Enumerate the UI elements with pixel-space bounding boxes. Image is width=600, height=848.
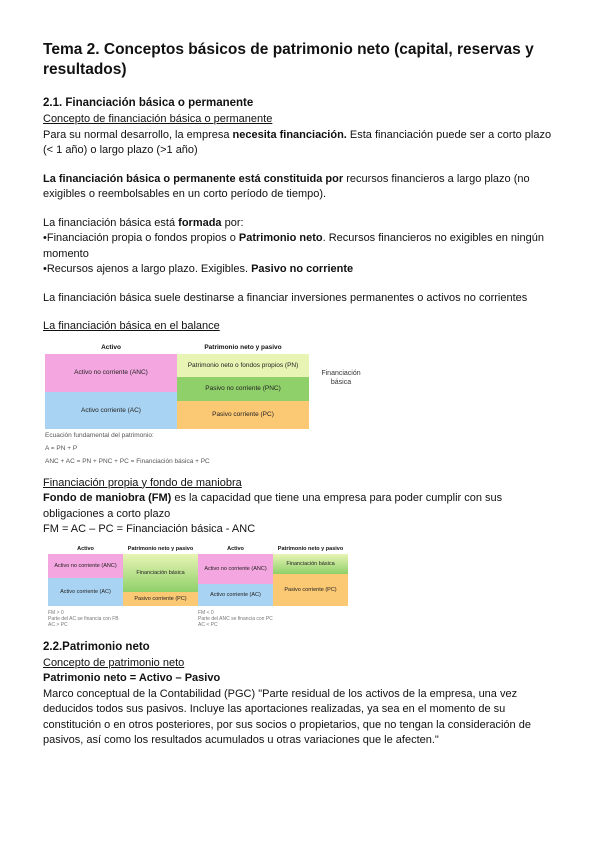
equation-title: Ecuación fundamental del patrimonio: [45, 431, 154, 439]
mini1-note-1: FM > 0 [48, 609, 64, 616]
mini1-note-2: Parte del AC se financia con FB [48, 615, 119, 622]
mini2-cell-ac: Activo corriente (AC) [198, 584, 273, 606]
mini1-header-activo: Activo [77, 545, 94, 552]
equation-fm: FM = AC – PC = Financiación básica - ANC [43, 523, 256, 535]
bullet-own-funds: •Financiación propia o fondos propios o Patrimonio neto. Recursos financieros no exigibles en ningún momento [43, 232, 544, 260]
paragraph-destination: La financiación básica suele destinarse a financiar inversiones permanentes o activos no corrientes [43, 291, 528, 304]
mini1-header-pn: Patrimonio neto y pasivo [127, 545, 194, 552]
subheading-fondo-maniobra: Financiación propia y fondo de maniobra [43, 476, 242, 489]
paragraph-basic-financing: La financiación básica o permanente está constituida por recursos financieros a largo plazo (no exigibles o reembolsables en un corto período de tiempo). [43, 172, 530, 200]
balance-cell-anc: Activo no corriente (ANC) [45, 354, 177, 392]
subheading-balance: La financiación básica en el balance [43, 320, 220, 332]
paragraph-fondo-maniobra: Fondo de maniobra (FM) es la capacidad que tiene una empresa para poder cumplir con sus obligaciones a corto plazo [43, 492, 503, 520]
subheading-concept-financing: Concepto de financiación básica o permanente [43, 113, 273, 125]
mini1-cell-anc: Activo no corriente (ANC) [48, 554, 123, 578]
paragraph-financing-need: Para su normal desarrollo, la empresa necesita financiación. Esta financiación puede ser a corto plazo (< 1 año) o largo plazo (>1 año) [43, 128, 552, 156]
balance-diagram [45, 341, 361, 429]
mini2-note-1: FM < 0 [198, 609, 214, 616]
mini2-note-3: AC < PC [198, 621, 218, 628]
equation-1: A = PN + P [45, 444, 78, 452]
mini1-cell-ac: Activo corriente (AC) [48, 578, 123, 606]
balance-header-activo: Activo [101, 343, 121, 351]
fm-diagram-positive [48, 544, 198, 628]
balance-cell-pn: Patrimonio neto o fondos propios (PN) [177, 354, 309, 377]
mini2-cell-anc: Activo no corriente (ANC) [198, 554, 273, 584]
balance-side-label: Financiación básica [321, 369, 361, 386]
bullet-external-funds: •Recursos ajenos a largo plazo. Exigibles. Pasivo no corriente [43, 263, 354, 275]
section-heading-2-2: 2.2.Patrimonio neto [43, 640, 150, 653]
balance-cell-pc: Pasivo corriente (PC) [177, 401, 309, 429]
paragraph-pgc-quote: Marco conceptual de la Contabilidad (PGC) "Parte residual de los activos de la empresa, una vez deducidos todos sus pasivos. Incluye las aportaciones realizadas, ya sea en el momento de su constitución o en otros posteriores, por sus socios o propietarios, que no tengan la consideración de pasivos, así como los resultados acumulados u otras variaciones que le afecten." [43, 687, 531, 746]
section-heading-2-1: 2.1. Financiación básica o permanente [43, 97, 254, 109]
document-title: Tema 2. Conceptos básicos de patrimonio neto (capital, reservas y resultados) [43, 41, 534, 78]
mini2-note-2: Parte del ANC se financia con PC [198, 615, 273, 622]
mini2-cell-pc: Pasivo corriente (PC) [273, 574, 348, 606]
balance-header-pn: Patrimonio neto y pasivo [204, 343, 282, 351]
document-page [43, 40, 563, 749]
balance-cell-ac: Activo corriente (AC) [45, 392, 177, 429]
definition-pn: Patrimonio neto = Activo – Pasivo [43, 672, 221, 684]
equation-2: ANC + AC = PN + PNC + PC = Financiación básica + PC [45, 457, 210, 465]
subheading-concept-pn: Concepto de patrimonio neto [43, 656, 185, 669]
mini2-cell-fb: Financiación básica [273, 554, 348, 574]
mini1-cell-pc: Pasivo corriente (PC) [123, 592, 198, 606]
fm-diagram-negative [198, 544, 348, 628]
balance-cell-pnc: Pasivo no corriente (PNC) [177, 377, 309, 401]
paragraph-formed-by: La financiación básica está formada por: [43, 216, 244, 229]
mini1-note-3: AC > PC [48, 621, 68, 628]
mini1-cell-fb: Financiación básica [123, 554, 198, 592]
mini2-header-pn: Patrimonio neto y pasivo [277, 545, 344, 552]
mini2-header-activo: Activo [227, 545, 244, 552]
fm-diagrams [43, 544, 563, 636]
